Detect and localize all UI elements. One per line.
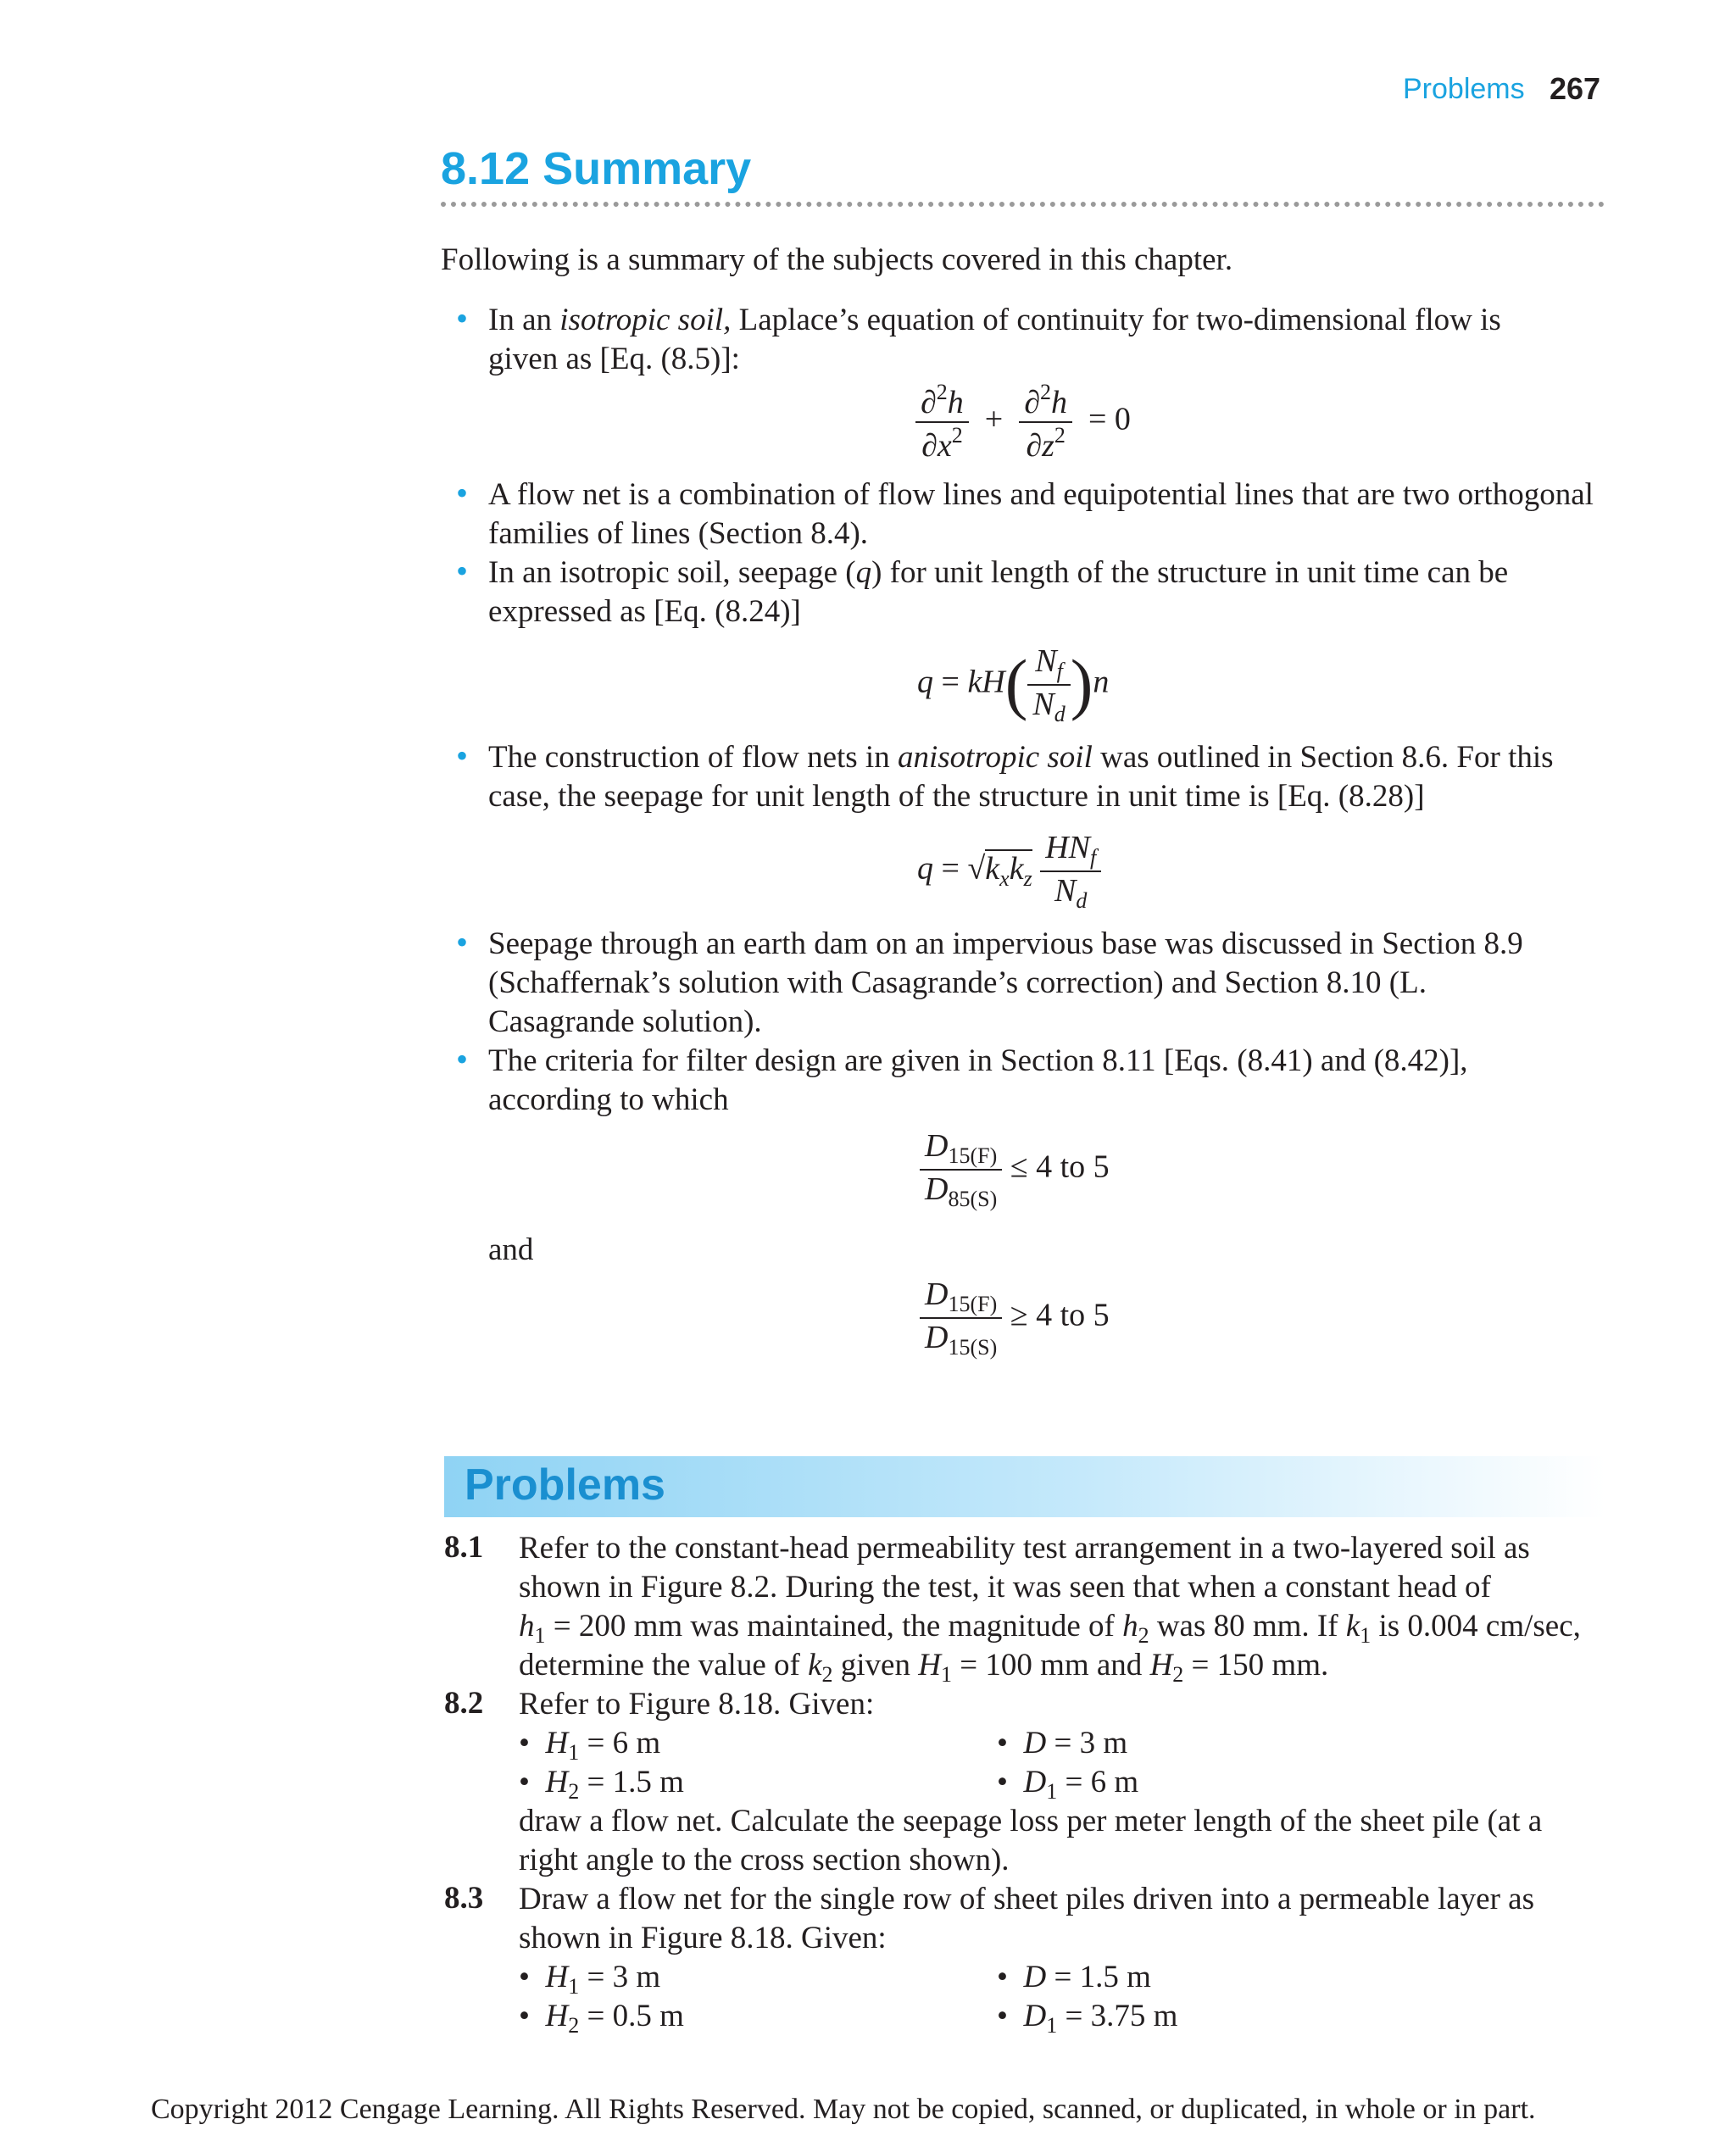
bullet-4-line-2: case, the seepage for unit length of the structure in unit time is [Eq. (8.28)] bbox=[488, 779, 1425, 814]
bullet-dot: • bbox=[456, 737, 469, 775]
summary-intro: Following is a summary of the subjects covered in this chapter. bbox=[441, 242, 1233, 277]
bullet-1-line-2: given as [Eq. (8.5)]: bbox=[488, 342, 740, 376]
running-header-section: Problems bbox=[1403, 73, 1525, 105]
problem-number: 8.2 bbox=[444, 1686, 484, 1721]
problem-8-3-given-4: • $D_1 = 3.75$ m bbox=[997, 1999, 1178, 2038]
problem-8-3-line-2: shown in Figure 8.18. Given: bbox=[519, 1921, 887, 1955]
problem-8-1-line-3: $h_1 = 200$ mm was maintained, the magnitude of $h_2$ was 80 mm. If $k_1$ is 0.004 cm/sec, bbox=[519, 1609, 1581, 1648]
problem-8-2-line-3: right angle to the cross section shown). bbox=[519, 1843, 1010, 1877]
bullet-5-line-1: Seepage through an earth dam on an impervious base was discussed in Section 8.9 bbox=[488, 926, 1523, 961]
problem-number: 8.3 bbox=[444, 1881, 484, 1916]
and-text: and bbox=[488, 1232, 534, 1267]
copyright-footer: Copyright 2012 Cengage Learning. All Rights Reserved. May not be copied, scanned, or duplicated, in whole or in part. bbox=[151, 2094, 1536, 2125]
problem-8-2-given-1: • $H_1 = 6$ m bbox=[519, 1726, 661, 1765]
problem-8-3-given-1: • $H_1 = 3$ m bbox=[519, 1960, 661, 1999]
bullet-6-line-1: The criteria for filter design are given in Section 8.11 [Eqs. (8.41) and (8.42)], bbox=[488, 1043, 1468, 1078]
equation-laplace: $\frac{\partial^2h}{\partial x^2}$ + $\frac{\partial^2h}{\partial z^2}$ = 0 bbox=[915, 380, 1131, 464]
bullet-dot: • bbox=[456, 552, 469, 590]
equation-filter-criterion-1: $\frac{D_{15(F)}}{D_{85(S)}}$ ≤ 4 to 5 bbox=[920, 1127, 1110, 1212]
problem-8-3-line-1: Draw a flow net for the single row of sheet piles driven into a permeable layer as bbox=[519, 1882, 1534, 1916]
problem-8-1-line-4: determine the value of $k_2$ given $H_1 = 100$ mm and $H_2 = 150$ mm. bbox=[519, 1648, 1329, 1687]
equation-filter-criterion-2: $\frac{D_{15(F)}}{D_{15(S)}}$ ≥ 4 to 5 bbox=[920, 1276, 1110, 1360]
page-number: 267 bbox=[1550, 71, 1601, 106]
section-title: 8.12 Summary bbox=[441, 143, 752, 194]
problem-8-1-line-1: Refer to the constant-head permeability test arrangement in a two-layered soil as bbox=[519, 1531, 1530, 1566]
bullet-5-line-3: Casagrande solution). bbox=[488, 1004, 762, 1039]
bullet-dot: • bbox=[456, 1040, 469, 1078]
problem-8-2-given-3: • $H_2 = 1.5$ m bbox=[519, 1765, 684, 1804]
bullet-3-line-1: In an isotropic soil, seepage (q) for unit length of the structure in unit time can be bbox=[488, 555, 1509, 590]
bullet-2-line-2: families of lines (Section 8.4). bbox=[488, 516, 869, 551]
bullet-dot: • bbox=[456, 474, 469, 512]
problems-title: Problems bbox=[465, 1460, 665, 1510]
bullet-3-line-2: expressed as [Eq. (8.24)] bbox=[488, 594, 801, 629]
equation-seepage-anisotropic: $q = √k_xk_z$ $\frac{HN_f}{N_d}$ bbox=[917, 829, 1101, 914]
bullet-dot: • bbox=[456, 299, 469, 337]
dotted-divider bbox=[441, 202, 1605, 207]
problem-8-2-given-4: • $D_1 = 6$ m bbox=[997, 1765, 1139, 1804]
equation-seepage-isotropic: q = kH( $\frac{N_f}{N_d}$ )n bbox=[917, 643, 1110, 726]
problem-8-1-line-2: shown in Figure 8.2. During the test, it was seen that when a constant head of bbox=[519, 1570, 1491, 1605]
problem-8-3-given-2: • D = 1.5 m bbox=[997, 1960, 1151, 1994]
problem-8-2-given-2: • D = 3 m bbox=[997, 1726, 1128, 1760]
bullet-1-line-1: In an isotropic soil, Laplace’s equation of continuity for two-dimensional flow is bbox=[488, 303, 1501, 337]
bullet-5-line-2: (Schaffernak’s solution with Casagrande’s correction) and Section 8.10 (L. bbox=[488, 965, 1427, 1000]
problem-8-2-line-1: Refer to Figure 8.18. Given: bbox=[519, 1687, 875, 1721]
bullet-4-line-1: The construction of flow nets in anisotropic soil was outlined in Section 8.6. For this bbox=[488, 740, 1554, 775]
problem-8-2-line-2: draw a flow net. Calculate the seepage loss per meter length of the sheet pile (at a bbox=[519, 1804, 1543, 1838]
bullet-dot: • bbox=[456, 923, 469, 961]
bullet-2-line-1: A flow net is a combination of flow lines and equipotential lines that are two orthogonal bbox=[488, 477, 1594, 512]
problem-number: 8.1 bbox=[444, 1530, 484, 1565]
problem-8-3-given-3: • $H_2 = 0.5$ m bbox=[519, 1999, 684, 2038]
bullet-6-line-2: according to which bbox=[488, 1082, 729, 1117]
